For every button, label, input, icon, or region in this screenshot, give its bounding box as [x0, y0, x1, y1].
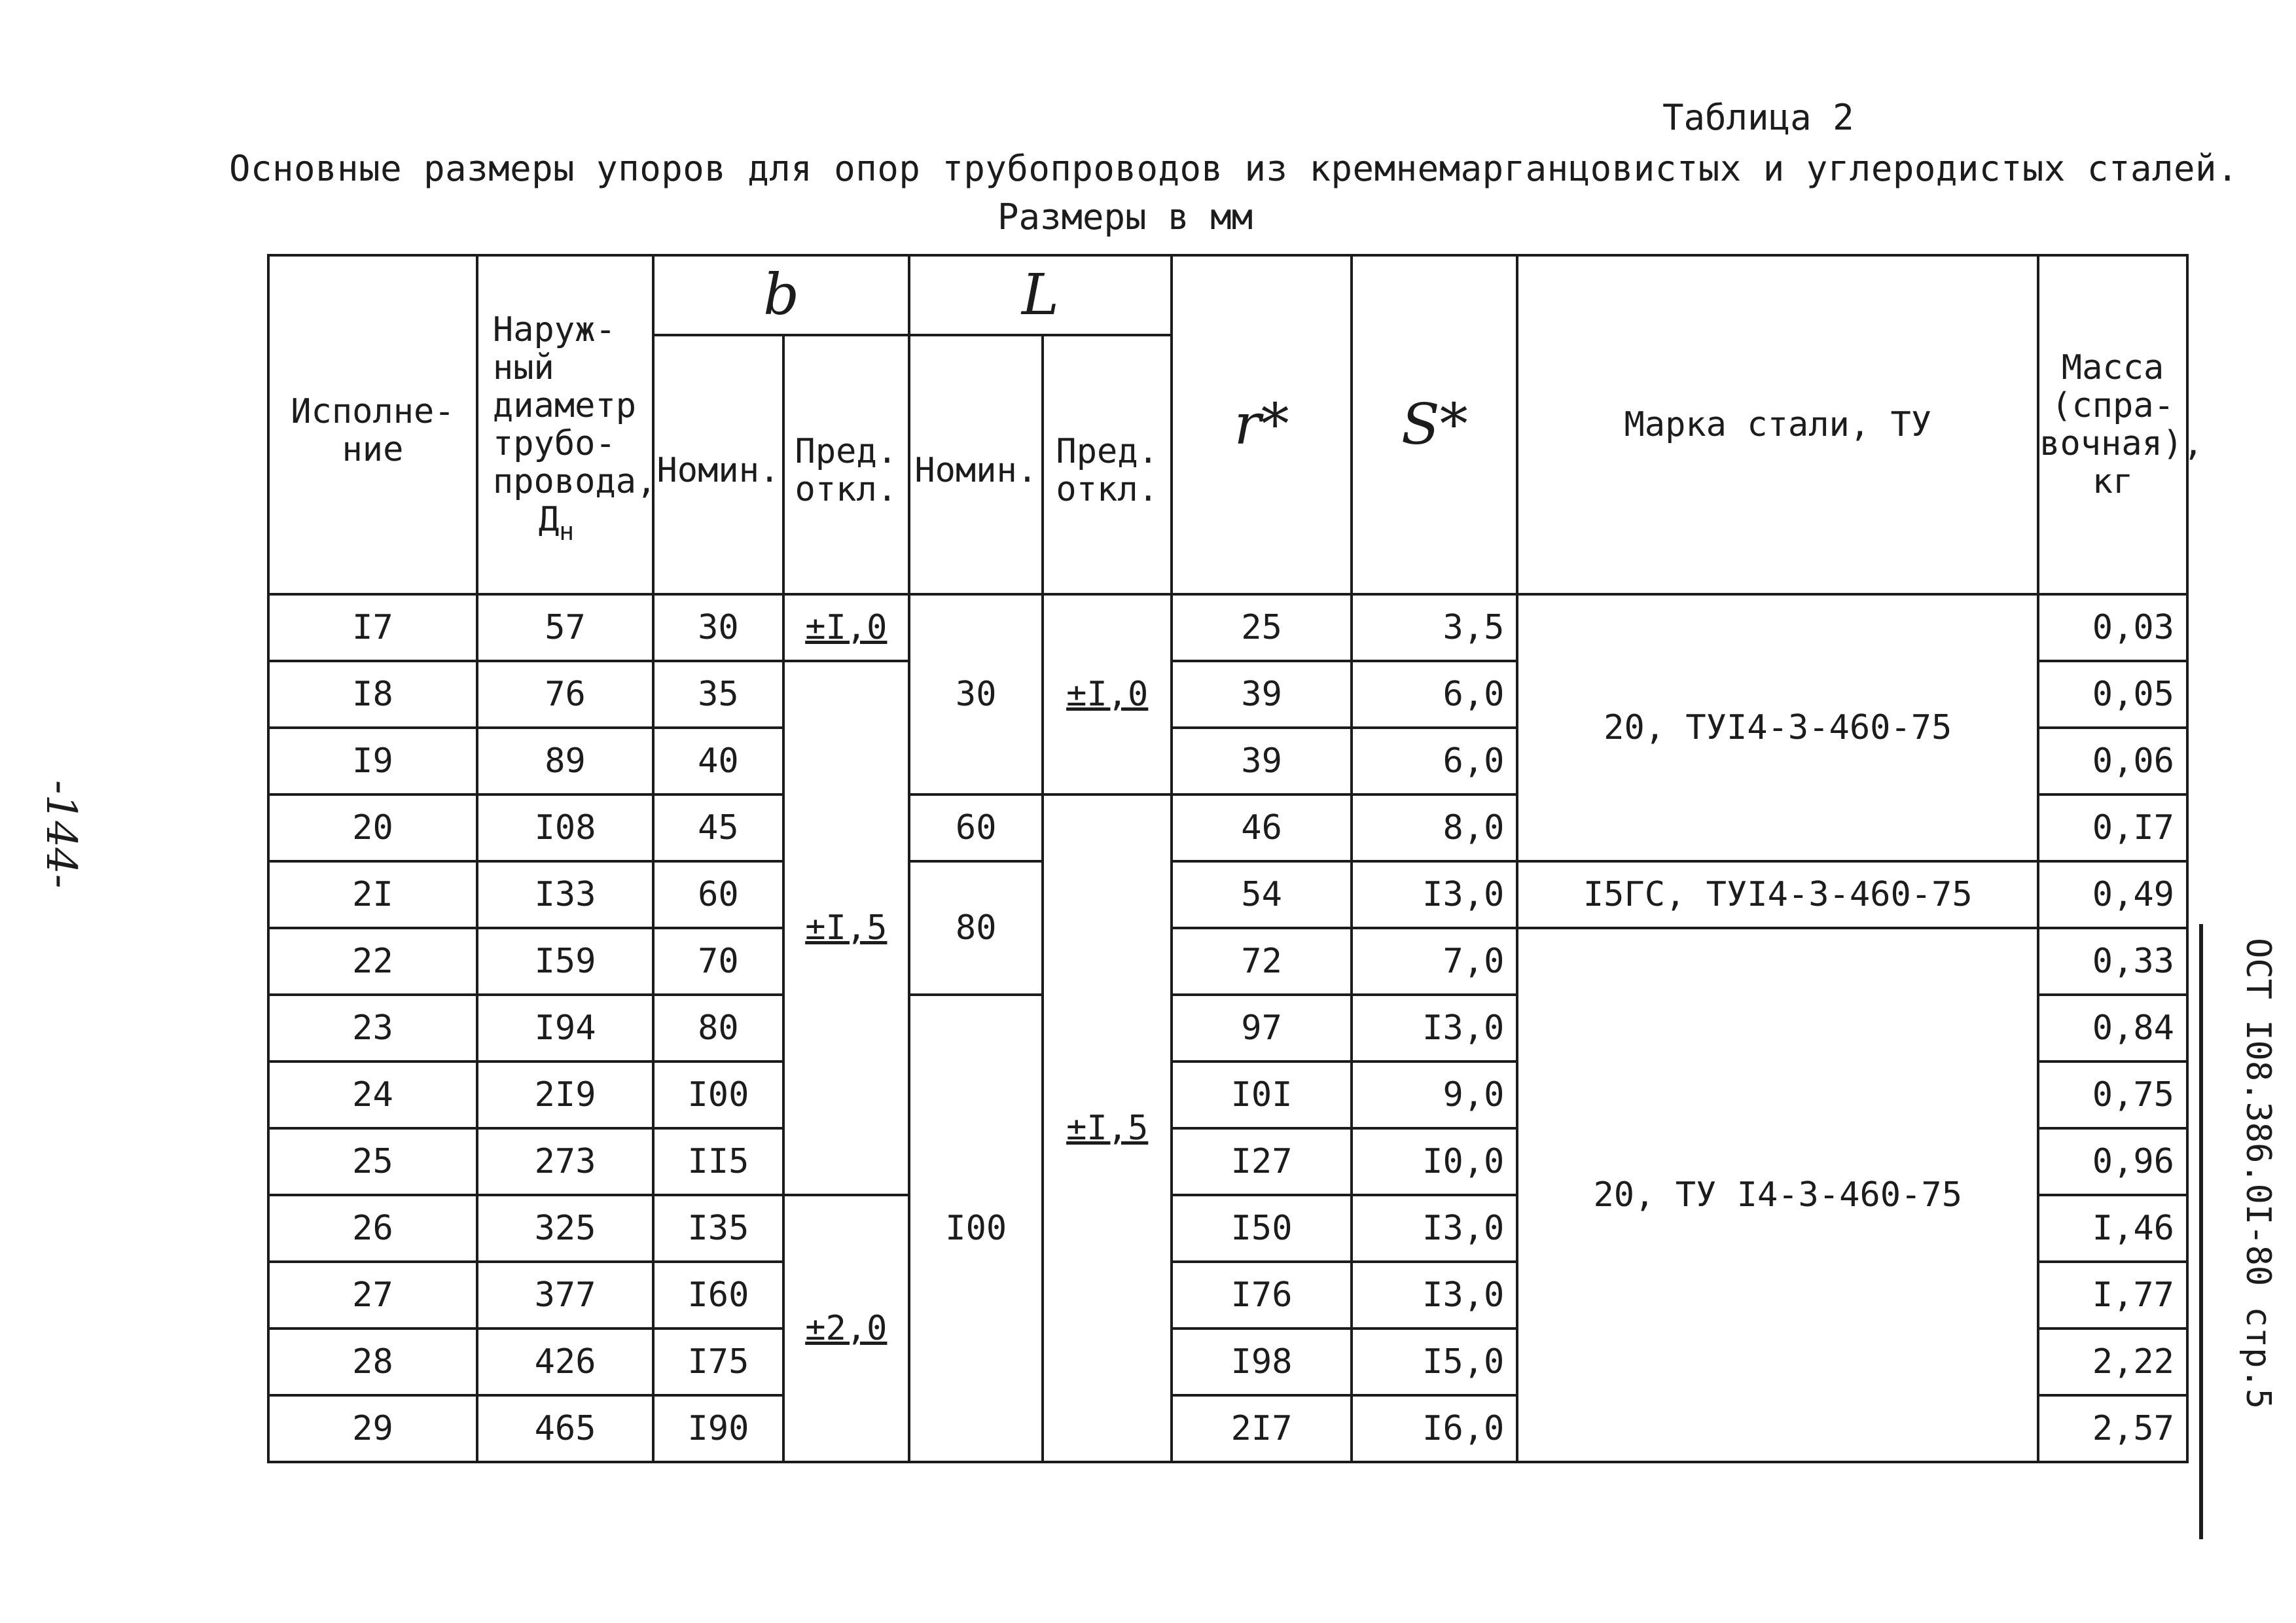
cell-s: I0,0 — [1352, 1128, 1517, 1195]
table-row — [268, 861, 2187, 928]
cell-s: I5,0 — [1352, 1329, 1517, 1395]
cell-b-nominal: I90 — [653, 1395, 783, 1462]
cell-b-nominal: II5 — [653, 1128, 783, 1195]
cell-execution: 22 — [268, 928, 477, 995]
cell-r: 54 — [1172, 861, 1352, 928]
header-L-deviation: Пред. откл. — [1043, 335, 1171, 594]
cell-s: I3,0 — [1352, 995, 1517, 1061]
header-L: L — [909, 255, 1172, 335]
cell-execution: 26 — [268, 1195, 477, 1262]
cell-execution: 2I — [268, 861, 477, 928]
cell-L-nominal: 80 — [909, 861, 1043, 995]
cell-b-nominal: 40 — [653, 728, 783, 794]
cell-r: 39 — [1172, 728, 1352, 794]
cell-mass: 2,57 — [2038, 1395, 2187, 1462]
cell-execution: 23 — [268, 995, 477, 1061]
cell-b-nominal: 60 — [653, 861, 783, 928]
cell-mass: 0,96 — [2038, 1128, 2187, 1195]
cell-L-nominal: 60 — [909, 794, 1043, 861]
cell-diameter: I33 — [477, 861, 653, 928]
cell-r: 72 — [1172, 928, 1352, 995]
cell-mass: I,77 — [2038, 1262, 2187, 1329]
cell-diameter: 325 — [477, 1195, 653, 1262]
cell-r: I0I — [1172, 1061, 1352, 1128]
cell-b-deviation: ±2,0 — [783, 1195, 909, 1462]
cell-b-nominal: I35 — [653, 1195, 783, 1262]
header-steel-grade: Марка стали, ТУ — [1517, 255, 2038, 594]
cell-s: I3,0 — [1352, 1195, 1517, 1262]
cell-s: 7,0 — [1352, 928, 1517, 995]
cell-b-nominal: 30 — [653, 594, 783, 661]
cell-diameter: 465 — [477, 1395, 653, 1462]
document-code: ОСТ I08.386.0I-80 стр.5 — [2238, 938, 2278, 1410]
header-b-nominal: Номин. — [653, 335, 783, 594]
cell-diameter: I94 — [477, 995, 653, 1061]
cell-b-nominal: 70 — [653, 928, 783, 995]
header-mass: Масса (спра- вочная), кг — [2038, 255, 2187, 594]
cell-s: I6,0 — [1352, 1395, 1517, 1462]
cell-r: I27 — [1172, 1128, 1352, 1195]
cell-diameter: 76 — [477, 661, 653, 728]
cell-L-deviation: ±I,0 — [1043, 594, 1171, 794]
cell-mass: 0,I7 — [2038, 794, 2187, 861]
cell-steel-grade: 20, ТУI4-3-460-75 — [1517, 594, 2038, 861]
cell-r: 39 — [1172, 661, 1352, 728]
cell-mass: I,46 — [2038, 1195, 2187, 1262]
cell-steel-grade: I5ГС, ТУI4-3-460-75 — [1517, 861, 2038, 928]
cell-b-nominal: 80 — [653, 995, 783, 1061]
cell-execution: 29 — [268, 1395, 477, 1462]
dimensions-table — [267, 254, 2204, 1463]
cell-execution: 25 — [268, 1128, 477, 1195]
cell-mass: 0,33 — [2038, 928, 2187, 995]
cell-L-nominal: 30 — [909, 594, 1043, 794]
cell-diameter: I59 — [477, 928, 653, 995]
cell-b-nominal: I75 — [653, 1329, 783, 1395]
table-row — [268, 928, 2187, 995]
cell-diameter: 57 — [477, 594, 653, 661]
cell-s: 3,5 — [1352, 594, 1517, 661]
cell-s: I3,0 — [1352, 1262, 1517, 1329]
table-title: Основные размеры упоров для опор трубопроводов из кремнемарганцовистых и углеродистых сталей. — [229, 148, 2238, 189]
cell-mass: 0,05 — [2038, 661, 2187, 728]
cell-execution: 28 — [268, 1329, 477, 1395]
table-number: Таблица 2 — [1662, 97, 1854, 138]
cell-diameter: 426 — [477, 1329, 653, 1395]
cell-L-nominal: I00 — [909, 995, 1043, 1462]
cell-s: 6,0 — [1352, 728, 1517, 794]
cell-b-nominal: 35 — [653, 661, 783, 728]
cell-s: I3,0 — [1352, 861, 1517, 928]
header-L-nominal: Номин. — [909, 335, 1043, 594]
cell-mass: 0,84 — [2038, 995, 2187, 1061]
table-row — [268, 594, 2187, 661]
side-rule — [2199, 924, 2203, 1539]
cell-s: 9,0 — [1352, 1061, 1517, 1128]
cell-r: 25 — [1172, 594, 1352, 661]
page-number: -144- — [37, 780, 85, 889]
cell-s: 8,0 — [1352, 794, 1517, 861]
cell-L-deviation: ±I,5 — [1043, 794, 1171, 1462]
cell-execution: I7 — [268, 594, 477, 661]
cell-execution: 27 — [268, 1262, 477, 1329]
cell-execution: 24 — [268, 1061, 477, 1128]
cell-b-nominal: 45 — [653, 794, 783, 861]
header-b-deviation: Пред. откл. — [783, 335, 909, 594]
cell-b-deviation: ±I,0 — [783, 594, 909, 661]
cell-diameter: 273 — [477, 1128, 653, 1195]
cell-execution: I8 — [268, 661, 477, 728]
cell-r: I50 — [1172, 1195, 1352, 1262]
header-outer-diameter: Наруж- ный диаметр трубо- провода, $Д_н$ — [477, 255, 653, 594]
cell-diameter: 377 — [477, 1262, 653, 1329]
cell-execution: I9 — [268, 728, 477, 794]
cell-r: 97 — [1172, 995, 1352, 1061]
cell-s: 6,0 — [1352, 661, 1517, 728]
cell-steel-grade: 20, ТУ I4-3-460-75 — [1517, 928, 2038, 1462]
cell-mass: 0,75 — [2038, 1061, 2187, 1128]
cell-mass: 2,22 — [2038, 1329, 2187, 1395]
units-note: Размеры в мм — [997, 196, 1253, 238]
header-execution: Исполне- ние — [268, 255, 477, 594]
cell-b-nominal: I60 — [653, 1262, 783, 1329]
cell-diameter: 89 — [477, 728, 653, 794]
cell-execution: 20 — [268, 794, 477, 861]
header-s: S* — [1352, 255, 1517, 594]
header-r: r* — [1172, 255, 1352, 594]
cell-b-deviation: ±I,5 — [783, 661, 909, 1195]
cell-r: 46 — [1172, 794, 1352, 861]
cell-diameter: I08 — [477, 794, 653, 861]
cell-diameter: 2I9 — [477, 1061, 653, 1128]
cell-r: I98 — [1172, 1329, 1352, 1395]
header-b: b — [653, 255, 909, 335]
cell-r: 2I7 — [1172, 1395, 1352, 1462]
cell-mass: 0,03 — [2038, 594, 2187, 661]
cell-r: I76 — [1172, 1262, 1352, 1329]
cell-mass: 0,49 — [2038, 861, 2187, 928]
cell-mass: 0,06 — [2038, 728, 2187, 794]
cell-b-nominal: I00 — [653, 1061, 783, 1128]
